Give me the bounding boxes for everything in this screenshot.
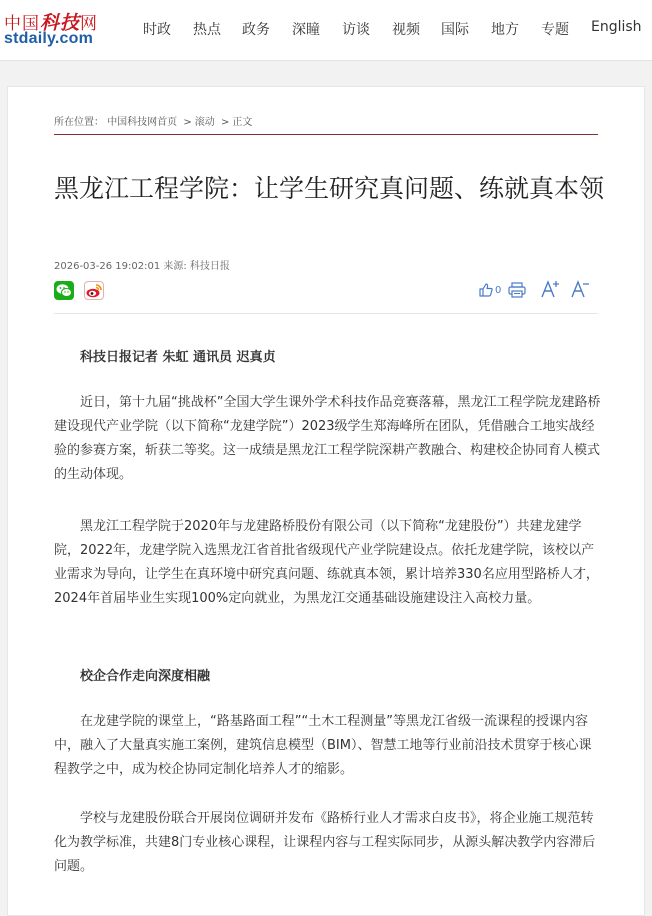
font-increase-icon[interactable] xyxy=(540,279,560,299)
nav-item-fangtan[interactable]: 访谈 xyxy=(342,22,370,38)
breadcrumb-home[interactable]: 中国科技网首页 xyxy=(107,117,178,128)
breadcrumb-section[interactable]: 滚动 xyxy=(194,117,215,128)
nav-item-shizheng[interactable]: 时政 xyxy=(143,22,171,38)
article-card xyxy=(7,86,645,916)
like-count: 0 xyxy=(495,285,502,296)
font-decrease-icon[interactable] xyxy=(570,279,590,299)
article-paragraph: 黑龙江工程学院于2020年与龙建路桥股份有限公司（以下简称“龙建股份”）共建龙建学院，2022年，龙建学院入选黑龙江省首批省级现代产业学院建设点。依托龙建学院，该校以产业需求为导向，让学生在真环境中研究真问题、练就真本领，累计培养330名应用型路桥人才，2024年首届毕业生实现100%定向就业，为黑龙江交通基础设施建设注入高校力量。 xyxy=(54,519,599,606)
breadcrumb-prefix: 所在位置： xyxy=(54,117,104,128)
nav-item-guoji[interactable]: 国际 xyxy=(441,22,469,38)
nav-item-zhuanti[interactable]: 专题 xyxy=(541,22,569,38)
nav-item-redian[interactable]: 热点 xyxy=(193,22,221,38)
nav-item-difang[interactable]: 地方 xyxy=(491,22,519,38)
toolbar-divider xyxy=(54,313,598,314)
breadcrumb-separator: > xyxy=(183,117,192,128)
article-byline: 科技日报记者 朱虹 通讯员 迟真贞 xyxy=(80,350,276,365)
nav-item-shipin[interactable]: 视频 xyxy=(392,22,420,38)
print-icon[interactable] xyxy=(508,282,526,302)
nav-item-english[interactable]: English xyxy=(591,19,642,35)
like-icon[interactable] xyxy=(478,282,494,302)
weibo-icon[interactable] xyxy=(84,281,104,300)
nav-item-shentong[interactable]: 深瞳 xyxy=(292,22,320,38)
wechat-icon[interactable] xyxy=(54,281,74,300)
article-paragraph: 近日，第十九届“挑战杯”全国大学生课外学术科技作品竞赛落幕，黑龙江工程学院龙建路桥建设现代产业学院（以下简称“龙建学院”）2023级学生郑海峰所在团队，凭借融合工地实战经验的参赛方案，斩获二等奖。这一成绩是黑龙江工程学院深耕产教融合、构建校企协同育人模式的生动体现。 xyxy=(54,395,601,482)
article-meta: 2026-03-26 19:02:01 来源: 科技日报 xyxy=(54,261,230,272)
breadcrumb-separator: > xyxy=(220,117,230,128)
article-paragraph: 学校与龙建股份联合开展岗位调研并发布《路桥行业人才需求白皮书》，将企业施工规范转化为教学标准，共建8门专业核心课程，让课程内容与工程实际同步，从源头解决教学内容滞后问题。 xyxy=(54,811,596,874)
article-paragraph: 在龙建学院的课堂上，“路基路面工程”“土木工程测量”等黑龙江省级一流课程的授课内容中，融入了大量真实施工案例，建筑信息模型（BIM）、智慧工地等行业前沿技术贯穿于核心课程教学之中，成为校企协同定制化培养人才的缩影。 xyxy=(54,714,592,777)
breadcrumb-divider xyxy=(54,134,598,135)
logo-en-text: stdaily.com xyxy=(4,30,94,47)
breadcrumb xyxy=(54,113,252,128)
breadcrumb-current: 正文 xyxy=(232,117,253,128)
site-logo[interactable] xyxy=(4,8,116,52)
nav-item-zhengwu[interactable]: 政务 xyxy=(242,22,270,38)
article-title: 黑龙江工程学院：让学生研究真问题、练就真本领 xyxy=(54,173,605,203)
logo-cn-text: 中国科技网 xyxy=(4,12,99,34)
article-subheading: 校企合作走向深度相融 xyxy=(80,669,211,684)
top-bar xyxy=(0,0,652,61)
